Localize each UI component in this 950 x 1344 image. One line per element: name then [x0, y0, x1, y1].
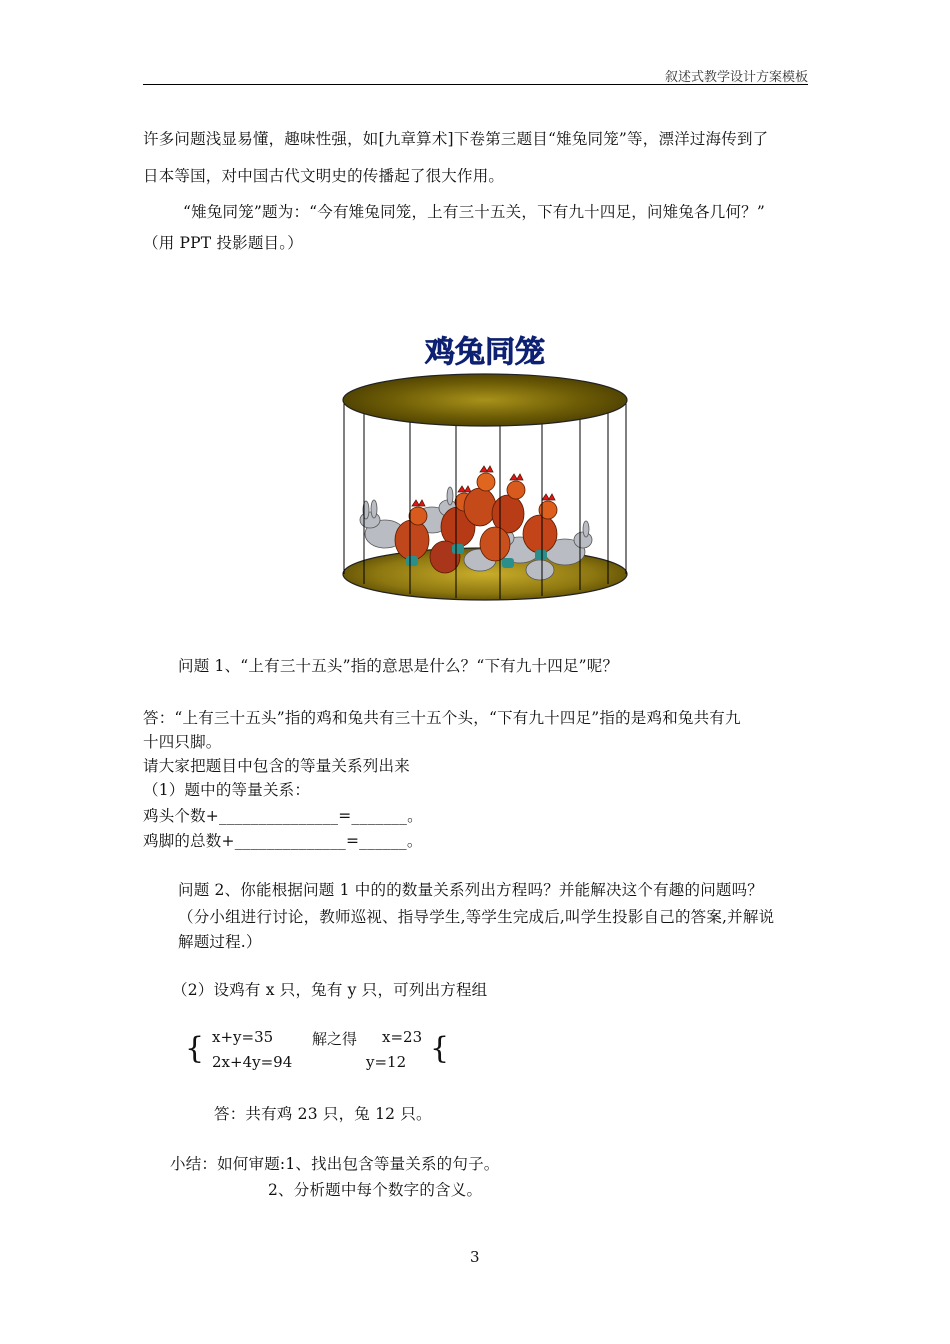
solution-x: x=23: [382, 1028, 423, 1046]
paragraph-1-line-1: 许多问题浅显易懂，趣味性强，如[九章算术]下卷第三题目“雉兔同笼”等，漂洋过海传到了: [143, 130, 769, 148]
cage-top: [343, 374, 627, 426]
figure-title: 鸡兔同笼: [425, 335, 545, 370]
paragraph-2-line-1: “雉兔同笼”题为：“今有雉兔同笼，上有三十五关，下有九十四足，问雉兔各几何？”: [183, 203, 765, 221]
solution-y: y=12: [366, 1053, 407, 1071]
note-line-1: （分小组进行讨论，教师巡视、指导学生,等学生完成后,叫学生投影自己的答案,并解说: [178, 908, 775, 926]
equation-heads: 鸡头个数+_______________=_______。: [143, 807, 423, 825]
page-number: 3: [470, 1248, 480, 1266]
question-1: 问题 1、“上有三十五头”指的意思是什么？“下有九十四足”呢？: [178, 657, 619, 675]
answer-1-line-1: 答：“上有三十五头”指的鸡和兔共有三十五个头，“下有九十四足”指的是鸡和兔共有九: [143, 709, 741, 727]
header-rule: [143, 84, 808, 85]
header-title: 叙述式教学设计方案模板: [664, 70, 808, 85]
equation-a: x+y=35: [212, 1028, 274, 1046]
equation-feet: 鸡脚的总数+______________=______。: [143, 832, 423, 850]
note-line-2: 解题过程.）: [178, 933, 262, 951]
equation-prompt: 请大家把题目中包含的等量关系列出来: [143, 757, 410, 775]
paragraph-2-line-2: （用 PPT 投影题目。）: [143, 234, 303, 252]
answer-2: 答：共有鸡 23 只，兔 12 只。: [214, 1105, 432, 1123]
left-brace: {: [185, 1031, 205, 1066]
sub-heading-1: （1）题中的等量关系：: [143, 781, 311, 799]
solve-label: 解之得: [312, 1030, 358, 1048]
chicken-rabbit-cage-illustration: [340, 322, 630, 607]
summary-line-2: 2、分析题中每个数字的含义。: [268, 1181, 483, 1199]
answer-1-line-2: 十四只脚。: [143, 733, 222, 751]
question-2: 问题 2、你能根据问题 1 中的的数量关系列出方程吗？并能解决这个有趣的问题吗？: [178, 881, 764, 899]
equation-b: 2x+4y=94: [212, 1053, 293, 1071]
paragraph-1-line-2: 日本等国，对中国古代文明史的传播起了很大作用。: [143, 167, 505, 185]
sub-heading-2: （2）设鸡有 x 只，兔有 y 只，可列出方程组: [172, 981, 488, 999]
summary-line-1: 小结：如何审题:1、找出包含等量关系的句子。: [170, 1155, 500, 1173]
right-brace: {: [430, 1031, 450, 1066]
